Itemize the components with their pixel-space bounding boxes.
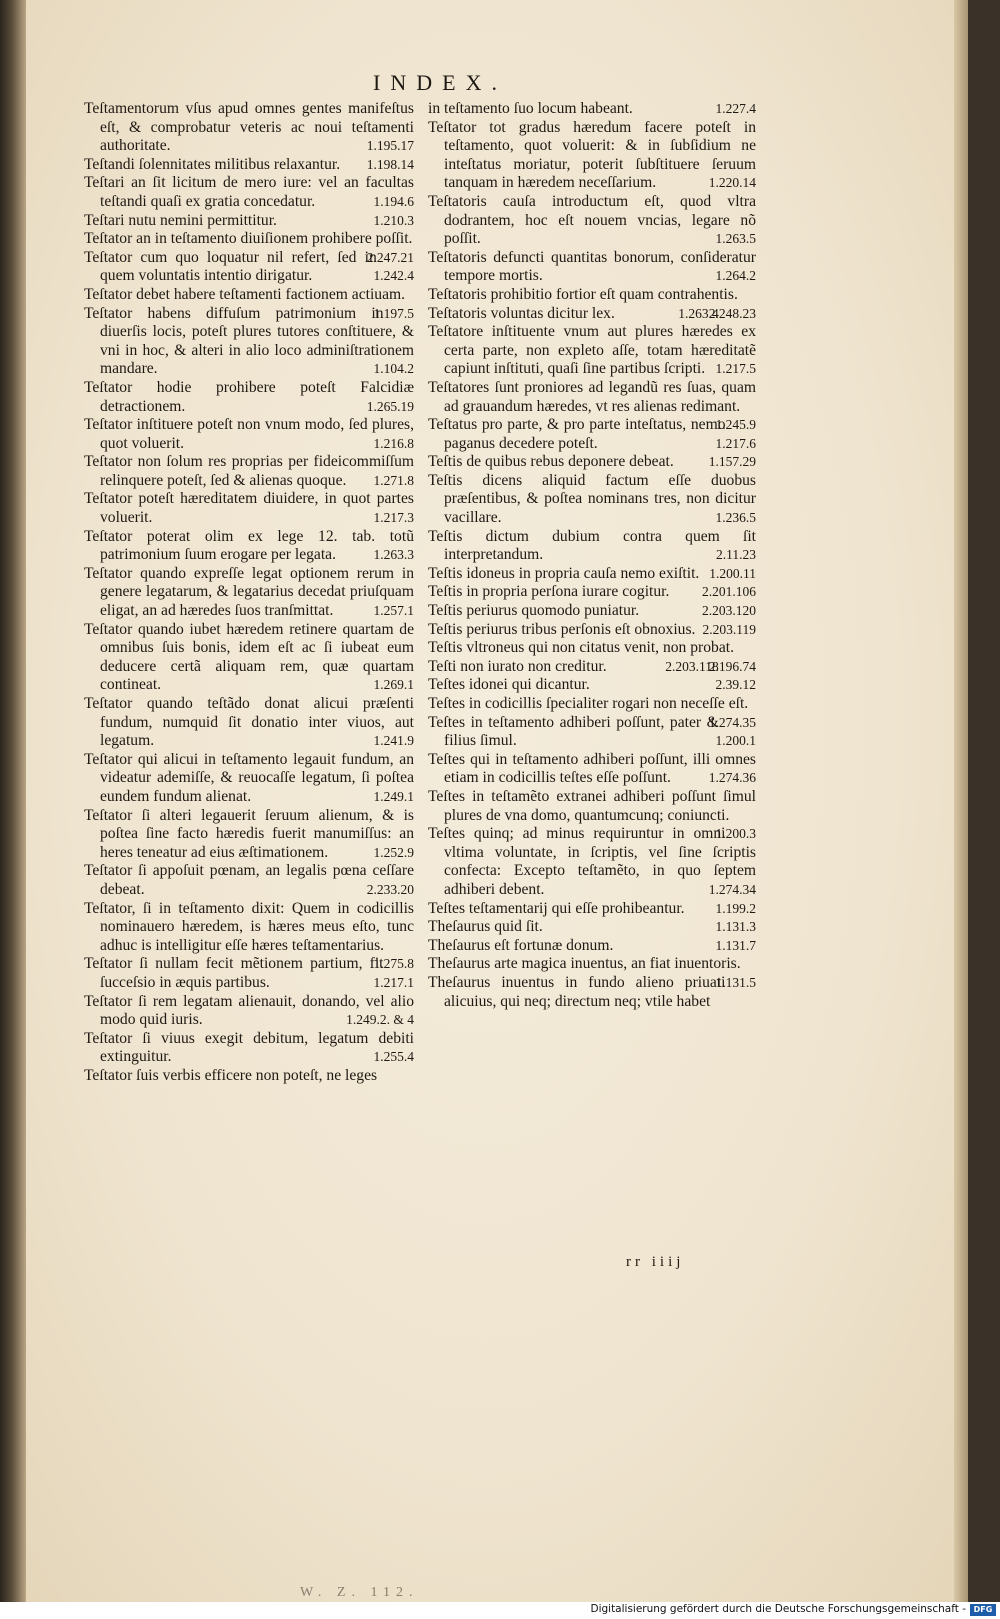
entry-text: Teſtamentorum vſus apud omnes gentes manifeſtus eſt, & comprobatur veteris ac noui teſtamenti authoritate. [84, 100, 414, 155]
entry-reference: 1.217.6 [715, 435, 756, 451]
index-entry [428, 193, 756, 249]
entry-text: Teſtator poteſt hæreditatem diuidere, in quot partes voluerit. [84, 490, 414, 527]
index-entry [428, 900, 756, 919]
index-entry [84, 453, 414, 490]
index-entry [428, 602, 756, 621]
entry-reference: 1.236.5 [715, 510, 756, 526]
index-entry [84, 621, 414, 695]
index-entry [428, 974, 756, 1011]
entry-text: Teſtes quinq; ad minus requiruntur in omni vltima voluntate, in ſcriptis, vel ſine ſcriptis confecta: Excepto teſtamẽto, in quo ſeptem adhiberi debent. [428, 825, 756, 898]
entry-text: Teſtator quando teſtãdo donat alicui præſenti fundum, numquid ſit donatio inter viuos, aut legatum. [84, 695, 414, 750]
index-entry [84, 899, 414, 972]
index-entry [428, 787, 756, 842]
index-entry [428, 119, 756, 193]
entry-reference: 1.274.34 [708, 881, 756, 897]
index-entry [84, 305, 414, 379]
entry-reference: 1.257.1 [373, 603, 414, 619]
entry-text: Teſtator ſi nullam fecit mẽtionem partium, fit ſucceſsio in æquis partibus. [84, 955, 384, 991]
entry-text: Teſtatoris defuncti quantitas bonorum, conſideratur tempore mortis. [428, 248, 756, 285]
entry-reference: 2.196.74 [708, 658, 756, 674]
index-entry [84, 174, 414, 211]
entry-reference: 1.216.8 [373, 435, 414, 451]
entry-text: Teſtator ſi alteri legauerit ſeruum alienum, & is poſtea ſine facto hæredis fuerit manumiſſus: an heres teneatur ad eius æſtimationem. [84, 806, 414, 861]
entry-text: Teſtator an in teſtamento diuiſionem prohibere poſſit. [84, 230, 413, 248]
index-entry [84, 379, 414, 416]
index-entry [84, 955, 414, 992]
entry-reference: 2.203.120 [702, 603, 756, 619]
index-entry [84, 751, 414, 807]
entry-text: Teſtator ſuis verbis efficere non poteſt, ne leges [84, 1066, 378, 1084]
entry-reference: 1.210.3 [373, 212, 414, 228]
index-entry [84, 100, 414, 156]
index-entry [428, 472, 756, 528]
index-entry [428, 565, 756, 584]
index-entry [428, 583, 756, 602]
entry-reference: 2.39.12 [715, 677, 756, 693]
dfg-logo: DFG [970, 1604, 996, 1616]
entry-reference: 1.255.4 [373, 1049, 414, 1065]
index-entry [428, 751, 756, 788]
index-entry [84, 528, 414, 565]
entry-reference: 1.195.17 [366, 138, 414, 154]
entry-text: Teſtandi ſolennitates militibus relaxantur. [84, 155, 341, 173]
entry-text: Theſaurus inuentus in fundo alieno priuati alicuius, qui neq; directum neq; vtile habet [428, 973, 726, 1010]
entry-reference: 1.217.1 [373, 974, 414, 990]
entry-text: Teſtator, ſi in teſtamento dixit: Quem in codicillis nominauero hæredem, is hæres meus eſto, tunc adhuc is intelligitur eſſe hæres teſtamentarius. [84, 899, 414, 954]
index-entry [428, 453, 756, 472]
index-entry [84, 565, 414, 621]
index-entry [84, 695, 414, 751]
entry-reference: 1.199.2 [715, 900, 756, 916]
index-entry [84, 1030, 414, 1067]
page-edge [954, 0, 968, 1602]
entry-text: Teſtator ſi viuus exegit debitum, legatum debiti extinguitur. [84, 1029, 414, 1066]
entry-reference: 2.203.118 [665, 658, 719, 674]
entry-text: Teſtator cum quo loquatur nil refert, ſed in quem voluntatis intentio dirigatur. [84, 248, 377, 285]
digitization-credit: Digitalisierung gefördert durch die Deutsche Forschungsgemeinschaft - [590, 1603, 966, 1615]
index-entry [428, 695, 756, 730]
index-entry [84, 212, 414, 231]
entry-reference: 1.252.9 [373, 844, 414, 860]
index-entry [428, 918, 756, 937]
pencil-note: W. Z. 112. [300, 1585, 419, 1600]
entry-text: Teſtes teſtamentarij qui eſſe prohibeantur. [428, 899, 685, 917]
entry-text: Teſtari an ſit licitum de mero iure: vel an facultas teſtandi quaſi ex gratia concedatur. [84, 174, 414, 210]
index-entry [428, 658, 756, 677]
index-entry [428, 937, 756, 956]
entry-reference: 2.233.20 [366, 881, 414, 897]
entry-text: Teſtatoris voluntas dicitur lex. [428, 304, 615, 322]
entry-text: Teſtator debet habere teſtamenti factionem actiuam. [84, 285, 406, 303]
entry-reference: 1.131.5 [715, 974, 756, 990]
entry-text: Teſtator poterat olim ex lege 12. tab. totũ patrimonium ſuum erogare per legata. [84, 527, 414, 564]
entry-reference: 1.263.4 [678, 305, 719, 321]
entry-reference: 1.220.14 [708, 175, 756, 191]
entry-reference: 1.265.19 [366, 398, 414, 414]
entry-reference: 1.263.5 [715, 231, 756, 247]
entry-text: Teſtatus pro parte, & pro parte inteſtatus, nemo paganus decedere poteſt. [428, 416, 726, 452]
entry-text: Teſtator inſtituere poteſt non vnum modo, ſed plures, quot voluerit. [84, 416, 414, 452]
index-entry [428, 676, 756, 695]
index-entry [84, 1067, 414, 1086]
entry-reference: 1.264.2 [715, 268, 756, 284]
index-entry [84, 490, 414, 527]
entry-reference: 1.198.14 [366, 156, 414, 172]
entry-text: Teſtari nutu nemini permittitur. [84, 211, 277, 229]
entry-text: Teſtis dictum dubium contra quem ſit interpretandum. [428, 527, 756, 564]
entry-text: Teſtator ſi appoſuit pœnam, an legalis pœna ceſſare debeat. [84, 862, 414, 898]
entry-text: Teſti non iurato non creditur. [428, 657, 607, 675]
entry-text: Teſtator quando expreſſe legat optionem rerum in genere legatarum, & legatarius decedat priuſquam eligat, an ad hæredes ſuos tranſmittat. [84, 564, 414, 620]
entry-text: Teſtatoris cauſa introductum eſt, quod vltra dodrantem, hoc eſt nouem vncias, legare nõ poſſit. [428, 192, 756, 248]
entry-reference: 1.197.5 [373, 305, 414, 321]
index-entry [84, 862, 414, 899]
entry-text: Teſtes in teſtamento adhiberi poſſunt, pater & filius ſimul. [428, 713, 719, 750]
entry-reference: 1.157.29 [708, 454, 756, 470]
index-entry [84, 230, 414, 265]
entry-reference: 1.200.3 [715, 826, 756, 842]
entry-text: in teſtamento ſuo locum habeant. [428, 100, 633, 117]
entry-text: Theſaurus arte magica inuentus, an fiat inuentoris. [428, 955, 741, 973]
entry-reference: 1.217.3 [373, 510, 414, 526]
entry-reference: 2.201.106 [702, 584, 756, 600]
entry-reference: 1.241.9 [373, 733, 414, 749]
entry-text: Theſaurus quid ſit. [428, 918, 543, 936]
entry-text: Teſtator hodie prohibere poteſt Falcidiæ detractionem. [84, 378, 414, 415]
entry-reference: 1.274.36 [708, 770, 756, 786]
entry-text: Teſtis de quibus rebus deponere debeat. [428, 453, 674, 471]
entry-reference: 1.104.2 [373, 361, 414, 377]
entry-reference: 1.249.1 [373, 788, 414, 804]
entry-reference: 1.271.8 [373, 472, 414, 488]
entry-reference: 1.194.6 [373, 193, 414, 209]
index-entry [428, 305, 756, 324]
entry-text: Teſtator qui alicui in teſtamento legauit fundum, an videatur ademiſſe, & reuocaſſe legatum, ſi poſtea eundem fundum alienat. [84, 750, 414, 805]
page-header: INDEX. [373, 70, 507, 95]
entry-text: Teſtes in codicillis ſpecialiter rogari non neceſſe eſt. [428, 695, 749, 712]
index-entry [428, 825, 756, 899]
entry-text: Teſtator tot gradus hæredum facere poteſt in teſtamento, quot voluerit: & in ſubſidium ne inteſtatus moriatur, poterit ſubſtituere ſeruum tanquam in hæredem neceſſarium. [428, 118, 756, 192]
index-entry [428, 249, 756, 286]
entry-reference: 1.263.3 [373, 547, 414, 563]
entry-reference: 1.245.9 [715, 417, 756, 433]
entry-text: Teſtatore inſtituente vnum aut plures hæredes ex certa parte, non expleto aſſe, totam hæreditatẽ capiunt inſtituti, quaſi ſine partibus ſcripti. [428, 323, 756, 378]
entry-reference: 1.200.11 [709, 565, 756, 581]
entry-reference: 2.11.23 [716, 547, 756, 563]
index-entry [428, 714, 756, 751]
entry-reference: 1.274.35 [708, 714, 756, 730]
entry-text: Teſtator quando iubet hæredem retinere quartam de omnibus ſuis bonis, idem eſt ac ſi iubeat eum deducere certã aliquam rem, quæ quartam contineat. [84, 620, 414, 694]
index-entry [84, 249, 414, 286]
entry-text: Teſtis dicens aliquid factum eſſe duobus præſentibus, & poſtea nominans tres, non dicitur vacillare. [428, 471, 756, 527]
entry-reference: 1.131.7 [715, 937, 756, 953]
index-entry [84, 993, 414, 1030]
index-entry [428, 378, 756, 433]
entry-reference: 1.227.4 [715, 101, 756, 116]
index-entry [84, 807, 414, 863]
index-entry [84, 156, 414, 175]
entry-text: Teſtis in propria perſona iurare cogitur. [428, 583, 670, 601]
entry-reference: 1.269.1 [373, 677, 414, 693]
index-entry [428, 100, 756, 119]
entry-reference: 1.242.4 [373, 268, 414, 284]
entry-reference: 1.131.3 [715, 919, 756, 935]
entry-text: Teſtis periurus tribus perſonis eſt obnoxius. [428, 620, 696, 638]
entry-reference: 1.275.8 [373, 956, 414, 972]
entry-reference: 1.249.2. & 4 [346, 1012, 414, 1028]
entry-text: Teſtis idoneus in propria cauſa nemo exiſtit. [428, 564, 700, 582]
index-entry [428, 528, 756, 565]
entry-reference: 1.217.5 [715, 361, 756, 377]
entry-text: Teſtator habens diffuſum patrimonium in diuerſis locis, poteſt plures tutores conſtituere, & vni in hoc, & alteri in alio loco adminiſtrationem mandare. [84, 304, 414, 378]
entry-text: Teſtatoris prohibitio fortior eſt quam contrahentis. [428, 285, 738, 303]
entry-text: Theſaurus eſt fortunæ donum. [428, 936, 614, 954]
entry-text: Teſtes qui in teſtamento adhiberi poſſunt, illi omnes etiam in codicillis teſtes eſſe poſſunt. [428, 750, 756, 787]
signature-mark: rr iiij [626, 1254, 685, 1270]
entry-text: Teſtatores ſunt proniores ad legandũ res ſuas, quam ad grauandum hæredes, vt res alienas redimant. [428, 378, 756, 415]
index-entry [428, 621, 756, 640]
index-entry [428, 416, 756, 453]
entry-text: Teſtis vltroneus qui non citatus venit, non probat. [428, 639, 734, 657]
index-entry [428, 323, 756, 379]
left-column [84, 100, 414, 1085]
entry-reference: 2.203.119 [702, 621, 756, 637]
book-spine [0, 0, 26, 1602]
entry-text: Teſtator non ſolum res proprias per fideicommiſſum relinquere poteſt, ſed & alienas quoque. [84, 453, 414, 489]
entry-reference: 1.200.1 [715, 733, 756, 749]
entry-text: Teſtis periurus quomodo puniatur. [428, 602, 640, 620]
index-entry [84, 416, 414, 453]
index-entry [428, 955, 756, 990]
entry-text: Teſtator ſi rem legatam alienauit, donando, vel alio modo quid iuris. [84, 992, 414, 1029]
entry-text: Teſtes idonei qui dicantur. [428, 676, 590, 694]
entry-reference: 2.248.23 [708, 305, 756, 321]
entry-text: Teſtes in teſtamẽto extranei adhiberi poſſunt ſimul plures de vna domo, quantumcunq; coniuncti. [428, 787, 756, 824]
right-column [428, 100, 756, 1011]
entry-reference: 2.247.21 [366, 249, 414, 265]
index-entry [84, 285, 414, 321]
